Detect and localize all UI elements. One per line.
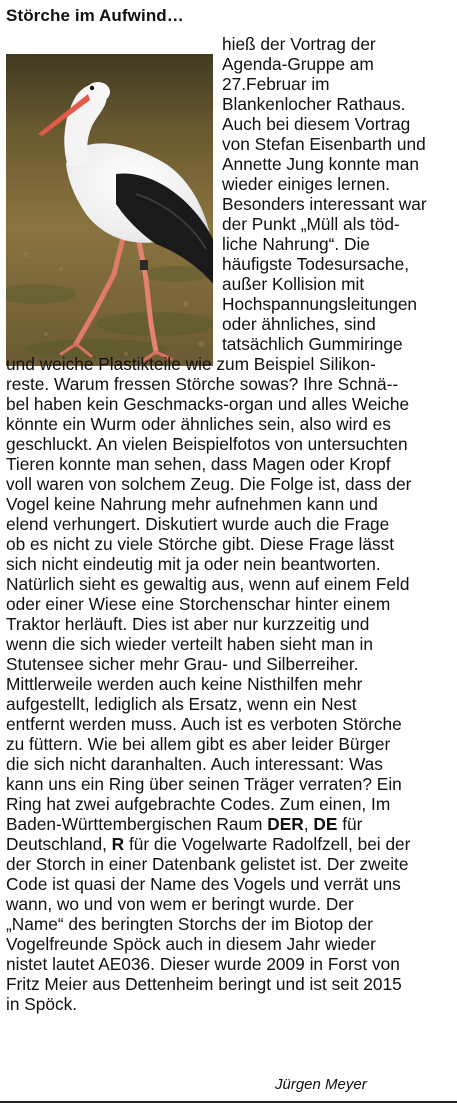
- author-signature: Jürgen Meyer: [275, 1076, 367, 1093]
- article-text-line: in Spöck.: [6, 994, 78, 1014]
- article-text-line: entfernt werden muss. Auch ist es verboten Störche: [6, 714, 402, 734]
- article-text-line: geschluckt. An vielen Beispielfotos von untersuchten: [6, 434, 408, 454]
- article-text-line: „Name“ des beringten Storchs der im Biotop der: [6, 914, 373, 934]
- article-text-line: Auch bei diesem Vortrag: [222, 114, 411, 134]
- article-text-line: Mittlerweile werden auch keine Nisthilfen mehr: [6, 674, 363, 694]
- article-text-line: sich nicht eindeutig mit ja oder nein beantworten.: [6, 554, 381, 574]
- text-segment: für: [337, 814, 363, 834]
- article-text-line: Annette Jung konnte man: [222, 154, 419, 174]
- article-text-line: Traktor herläuft. Dies ist aber nur kurzzeitig und: [6, 614, 370, 634]
- text-segment: Baden-Württembergischen Raum: [6, 814, 268, 834]
- bold-code: DE: [313, 814, 338, 834]
- article-text-line: wieder einiges lernen.: [222, 174, 391, 194]
- article-text-line: Code ist quasi der Name des Vogels und verrät uns: [6, 874, 401, 894]
- article-text-line: von Stefan Eisenbarth und: [222, 134, 426, 154]
- article-text-line: tatsächlich Gummiringe: [222, 334, 403, 354]
- article-text-line: Agenda-Gruppe am: [222, 54, 374, 74]
- article-text-line: Natürlich sieht es gewaltig aus, wenn auf einem Feld: [6, 574, 410, 594]
- article-text-line: Besonders interessant war: [222, 194, 427, 214]
- article-title: Störche im Aufwind…: [6, 6, 184, 25]
- article-text-line: [6, 834, 410, 854]
- article-text-line: wenn die sich wieder verteilt haben sieht man in: [6, 634, 373, 654]
- article-text-line: bel haben kein Geschmacks-organ und alles Weiche: [6, 394, 410, 414]
- article-text-line: Ring hat zwei aufgebrachte Codes. Zum einen, Im: [6, 794, 391, 814]
- text-segment: ,: [303, 814, 314, 834]
- article-text-line: Blankenlocher Rathaus.: [222, 94, 406, 114]
- article-text-line: oder einer Wiese eine Storchenschar hinter einem: [6, 594, 391, 614]
- article-text-line: oder ähnliches, sind: [222, 314, 376, 334]
- article-text-line: liche Nahrung“. Die: [222, 234, 370, 254]
- article-text-line: wann, wo und von wem er beringt wurde. Der: [6, 894, 354, 914]
- article-text-line: ob es nicht zu viele Störche gibt. Diese Frage lässt: [6, 534, 395, 554]
- article-text-line: Vogel keine Nahrung mehr aufnehmen kann und: [6, 494, 378, 514]
- bold-code: DER: [267, 814, 304, 834]
- article-text-line: könnte ein Wurm oder ähnliches sein, also wird es: [6, 414, 391, 434]
- text-segment: für die Vogelwarte Radolfzell, bei der: [124, 834, 411, 854]
- bold-code: R: [111, 834, 125, 854]
- article-text-line: 27.Februar im: [222, 74, 330, 94]
- article-text-line: elend verhungert. Diskutiert wurde auch die Frage: [6, 514, 390, 534]
- article-text-line: reste. Warum fressen Störche sowas? Ihre Schnä--: [6, 374, 399, 394]
- stork-photo: [6, 54, 213, 366]
- article-text-line: Hochspannungsleitungen: [222, 294, 418, 314]
- article-text-line: Stutensee sicher mehr Grau- und Silberreiher.: [6, 654, 359, 674]
- article-text-line: der Punkt „Müll als töd-: [222, 214, 400, 234]
- article-text-line: Fritz Meier aus Dettenheim beringt und ist seit 2015: [6, 974, 402, 994]
- article-text-line: außer Kollision mit: [222, 274, 365, 294]
- article-text-line: der Storch in einer Datenbank gelistet ist. Der zweite: [6, 854, 409, 874]
- article-text-line: und weiche Plastikteile wie zum Beispiel Silikon-: [6, 354, 376, 374]
- article-text-line: nistet lautet AE036. Dieser wurde 2009 in Forst von: [6, 954, 400, 974]
- article-text-line: aufgestellt, lediglich als Ersatz, wenn ein Nest: [6, 694, 357, 714]
- article-text-line: häufigste Todesursache,: [222, 254, 410, 274]
- article-text-line: voll waren von solchem Zeug. Die Folge ist, dass der: [6, 474, 412, 494]
- article-text-line: kann uns ein Ring über seinen Träger verraten? Ein: [6, 774, 402, 794]
- article-text-line: [6, 814, 362, 834]
- text-segment: Deutschland,: [6, 834, 112, 854]
- article-text-line: Vogelfreunde Spöck auch in diesem Jahr wieder: [6, 934, 376, 954]
- article-text-line: Tieren konnte man sehen, dass Magen oder Kropf: [6, 454, 391, 474]
- article-text-line: hieß der Vortrag der: [222, 34, 376, 54]
- article-text-line: die sich nicht daranhalten. Auch interessant: Was: [6, 754, 383, 774]
- article-text-line: zu füttern. Wie bei allem gibt es aber leider Bürger: [6, 734, 391, 754]
